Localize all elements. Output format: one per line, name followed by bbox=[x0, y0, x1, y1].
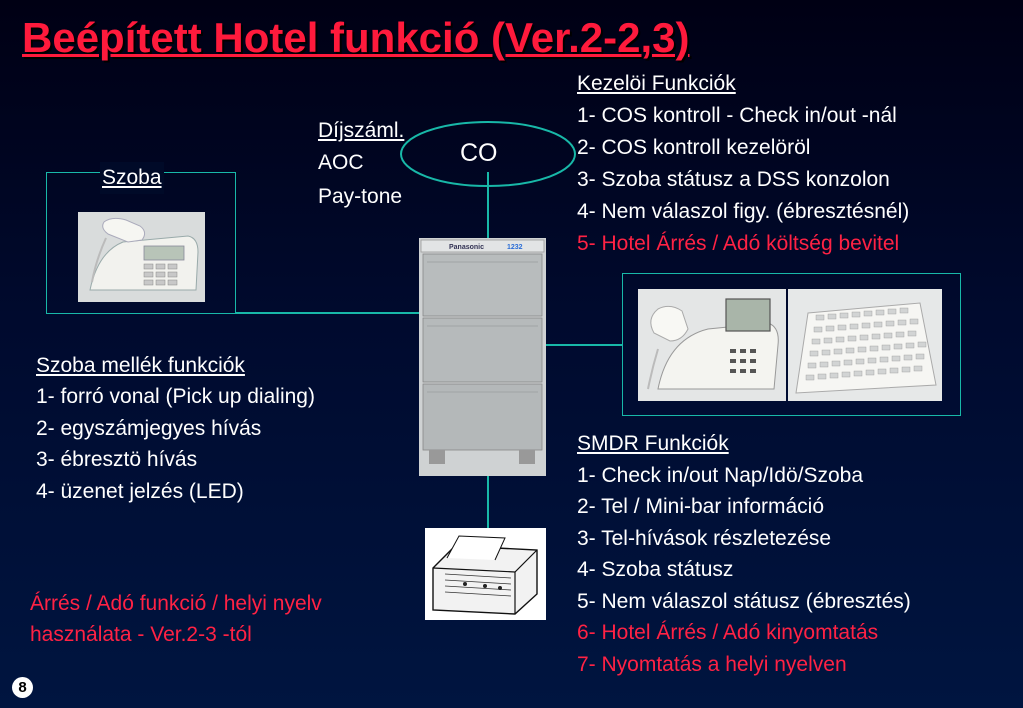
billing-item-aoc: AOC bbox=[318, 151, 364, 174]
operator-item-4: 4- Nem válaszol figy. (ébresztésnél) bbox=[577, 200, 910, 223]
room-phone-image bbox=[78, 212, 205, 302]
smdr-item-6: 6- Hotel Árrés / Adó kinyomtatás bbox=[577, 621, 879, 644]
version-note-line-2: használata - Ver.2-3 -tól bbox=[30, 623, 252, 646]
pbx-model-text: 1232 bbox=[507, 244, 523, 251]
room-label: Szoba bbox=[100, 162, 164, 194]
operator-heading: Kezelöi Funkciók bbox=[577, 72, 736, 95]
printer-image bbox=[425, 528, 546, 620]
operator-item-5: 5- Hotel Árrés / Adó költség bevitel bbox=[577, 232, 900, 255]
operator-item-3: 3- Szoba státusz a DSS konzolon bbox=[577, 168, 890, 191]
pbx-cabinet-image bbox=[419, 238, 546, 476]
dss-console-image bbox=[788, 289, 942, 401]
extension-item-2: 2- egyszámjegyes hívás bbox=[36, 417, 262, 440]
smdr-item-1: 1- Check in/out Nap/Idö/Szoba bbox=[577, 464, 864, 487]
pbx-brand-text: Panasonic bbox=[449, 244, 485, 251]
co-label: CO bbox=[460, 139, 498, 167]
extension-item-3: 3- ébresztö hívás bbox=[36, 448, 198, 471]
extension-heading: Szoba mellék funkciók bbox=[36, 354, 245, 377]
smdr-item-2: 2- Tel / Mini-bar információ bbox=[577, 495, 825, 518]
line-pbx-printer bbox=[487, 470, 489, 528]
billing-heading: Díjszáml. bbox=[318, 119, 405, 142]
extension-item-4: 4- üzenet jelzés (LED) bbox=[36, 480, 244, 503]
billing-item-paytone: Pay-tone bbox=[318, 185, 403, 208]
smdr-item-5: 5- Nem válaszol státusz (ébresztés) bbox=[577, 590, 911, 613]
line-room-pbx bbox=[235, 312, 420, 314]
smdr-item-3: 3- Tel-hívások részletezése bbox=[577, 527, 832, 550]
operator-item-2: 2- COS kontroll kezelöröl bbox=[577, 136, 811, 159]
console-phone-image bbox=[638, 289, 786, 401]
page-number-badge: 8 bbox=[12, 677, 33, 698]
smdr-heading: SMDR Funkciók bbox=[577, 432, 729, 455]
line-pbx-console bbox=[544, 344, 622, 346]
extension-item-1: 1- forró vonal (Pick up dialing) bbox=[36, 385, 315, 408]
smdr-item-7: 7- Nyomtatás a helyi nyelven bbox=[577, 653, 847, 676]
page-title: Beépített Hotel funkció (Ver.2-2,3) bbox=[22, 14, 690, 61]
smdr-item-4: 4- Szoba státusz bbox=[577, 558, 734, 581]
operator-item-1: 1- COS kontroll - Check in/out -nál bbox=[577, 104, 897, 127]
version-note-line-1: Árrés / Adó funkció / helyi nyelv bbox=[30, 592, 322, 615]
